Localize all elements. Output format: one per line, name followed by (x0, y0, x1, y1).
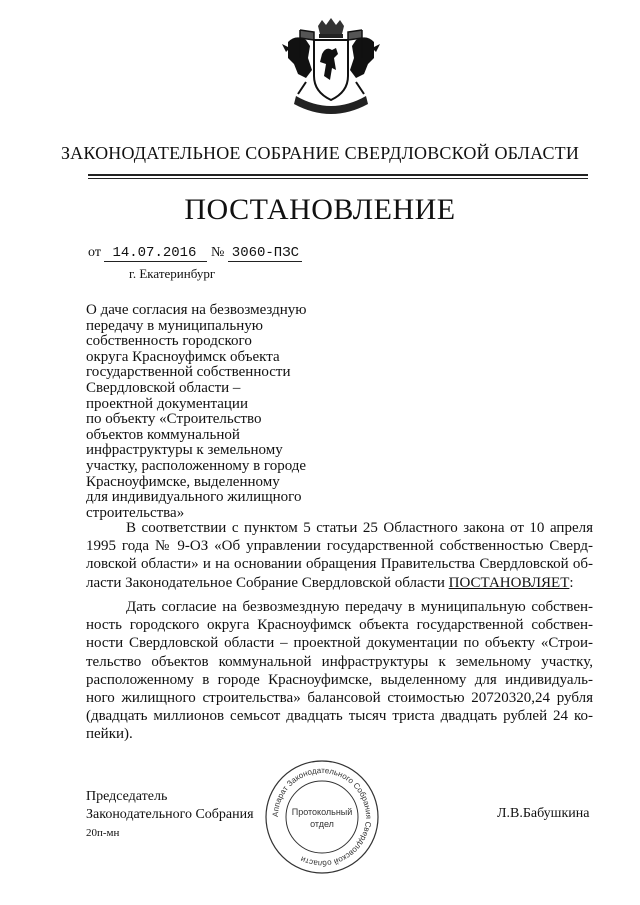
city: г. Екатеринбург (129, 266, 216, 281)
coat-of-arms-icon (276, 18, 386, 126)
stamp-ring-text: Аппарат Законодательного Собрания Свердловской области (270, 765, 374, 869)
document-date: 14.07.2016 (104, 245, 207, 262)
resolution-paragraph (86, 598, 593, 744)
subject-line: участку, расположенному в городе (86, 457, 307, 474)
subject-line: строительства» (86, 504, 185, 521)
signatory-title: Законодательного Собрания (86, 807, 254, 822)
paragraph-line: Дать согласие на безвозмездную передачу в муниципальную собствен- (126, 599, 593, 615)
stamp-center-line: отдел (310, 819, 334, 829)
preamble-paragraph (86, 519, 593, 592)
subject-line: проектной документации (86, 395, 248, 412)
date-number-line (88, 245, 302, 262)
subject-line: инфраструктуры к земельному (86, 442, 283, 459)
organization-name: ЗАКОНОДАТЕЛЬНОЕ СОБРАНИЕ СВЕРДЛОВСКОЙ ОБЛАСТИ (60, 143, 580, 163)
paragraph-line: тельство объектов коммунальной инфраструктуры к земельному участку, (86, 653, 593, 670)
signatory-title: Председатель (86, 789, 168, 804)
subject-line: Красноуфимске, выделенному (86, 473, 280, 490)
paragraph-line: ность городского округа Красноуфимск объекта государственной собствен- (86, 617, 593, 634)
subject-line: округа Красноуфимск объекта (86, 348, 280, 365)
header-divider-thin (88, 178, 588, 179)
subject-line: собственность городского (86, 333, 252, 350)
paragraph-line: ловской области» и на основании обращения Правительства Свердловской об- (86, 556, 593, 573)
resolves-keyword: ПОСТАНОВЛЯЕТ (448, 574, 570, 591)
subject-line: Свердловской области – (86, 379, 241, 396)
paragraph-line: ности Свердловской области – проектной документации по объекту «Строи- (86, 635, 593, 652)
header-divider-thick (88, 174, 588, 176)
date-prefix: от (88, 245, 101, 260)
subject-line: государственной собственности (86, 364, 291, 381)
subject-line: по объекту «Строительство (86, 411, 262, 428)
paragraph-line: пейки). (86, 726, 133, 743)
paragraph-line: (двадцать миллионов семьсот двадцать тысяч триста двадцать рублей 24 ко- (86, 708, 593, 725)
document-type-title: ПОСТАНОВЛЕНИЕ (184, 193, 456, 226)
stamp-center-line: Протокольный (291, 807, 353, 817)
document-code: 20п-мн (86, 827, 120, 839)
subject-line: для индивидуального жилищного (86, 489, 302, 506)
paragraph-line: 1995 года № 9-ОЗ «Об управлении государственной собственностью Сверд- (86, 538, 593, 555)
document-subject (86, 303, 366, 521)
paragraph-line: В соответствии с пунктом 5 статьи 25 Областного закона от 10 апреля (126, 520, 593, 536)
office-stamp-icon (263, 758, 381, 876)
signatory-name: Л.В.Бабушкина (497, 806, 590, 821)
subject-line: объектов коммунальной (86, 426, 240, 443)
paragraph-text: ласти Законодательное Собрание Свердловской области (86, 574, 449, 591)
subject-line: передачу в муниципальную (86, 317, 263, 334)
paragraph-line (86, 574, 593, 592)
paragraph-text: : (569, 574, 574, 591)
subject-line: О даче согласия на безвозмездную (86, 302, 307, 318)
document-number: 3060-ПЗС (228, 245, 302, 262)
paragraph-line: ного жилищного строительства» балансовой стоимостью 20720320,24 рубля (86, 690, 593, 707)
number-prefix: № (210, 245, 225, 260)
paragraph-line: расположенному в городе Красноуфимске, выделенному для индивидуаль- (86, 671, 593, 688)
